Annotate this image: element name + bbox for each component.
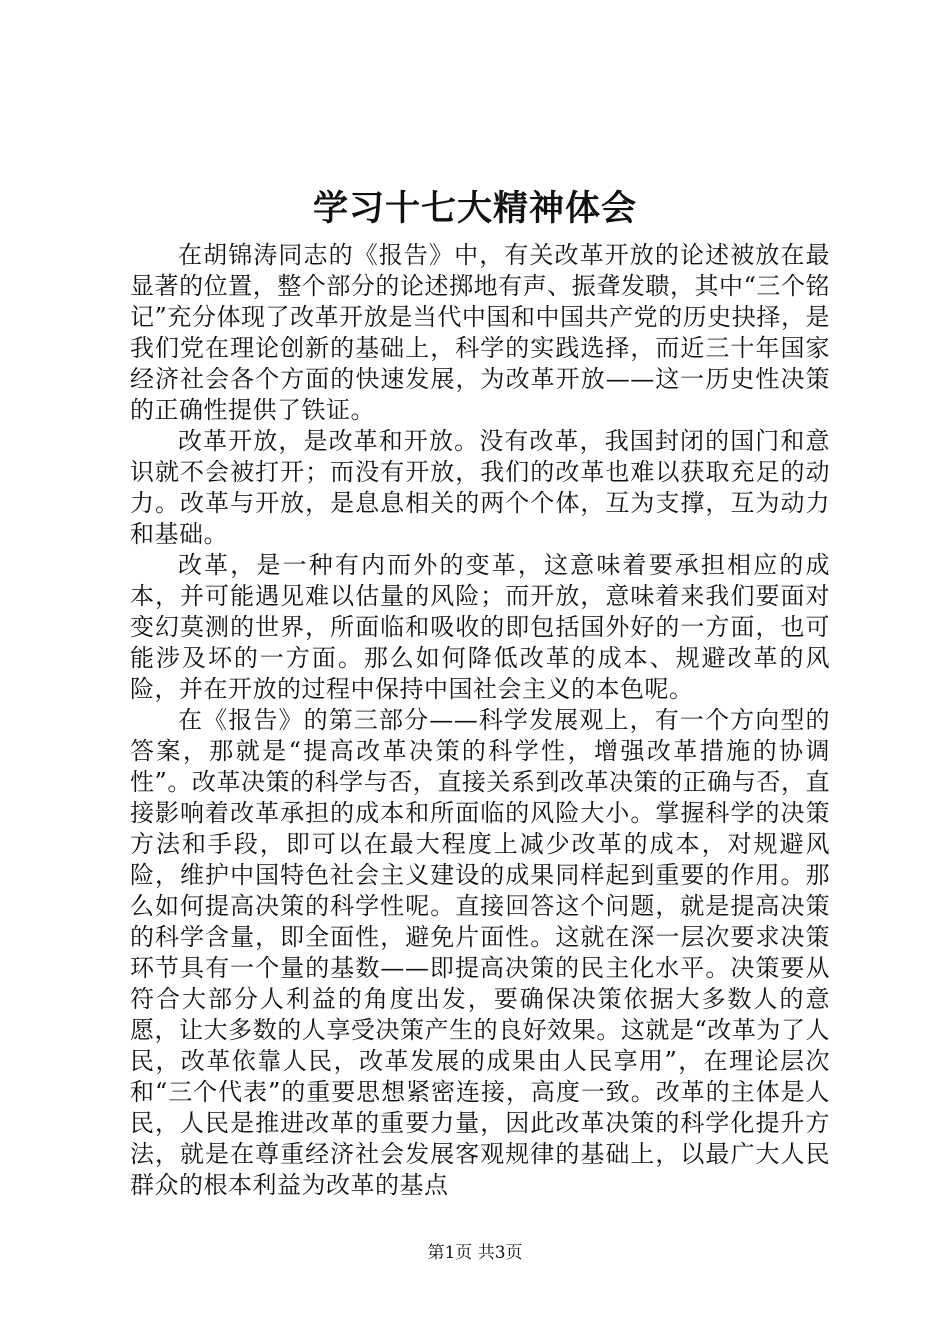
- document-title: 学习十七大精神体会: [312, 188, 637, 229]
- paragraph-4: 在《报告》的第三部分——科学发展观上，有一个方向型的答案，那就是“提高改革决策的科学性，增强改革措施的协调性”。改革决策的科学与否，直接关系到改革决策的正确与否，直接影响着改革承担的成本和所面临的风险大小。掌握科学的决策方法和手段，即可以在最大程度上减少改革的成本，对规避风险，维护中国特色社会主义建设的成果同样起到重要的作用。那么如何提高决策的科学性呢。直接回答这个问题，就是提高决策的科学含量，即全面性，避免片面性。这就在深一层次要求决策环节具有一个量的基数——即提高决策的民主化水平。决策要从符合大部分人利益的角度出发，要确保决策依据大多数人的意愿，让大多数的人享受决策产生的良好效果。这就是“改革为了人民，改革依靠人民，改革发展的成果由人民享用”，在理论层次和“三个代表”的重要思想紧密连接，高度一致。改革的主体是人民，人民是推进改革的重要力量，因此改革决策的科学化提升方法，就是在尊重经济社会发展客观规律的基础上，以最广大人民群众的根本利益为改革的基点: [130, 706, 830, 1199]
- document-body: [130, 240, 830, 1201]
- paragraph-2: 改革开放，是改革和开放。没有改革，我国封闭的国门和意识就不会被打开；而没有开放，我们的改革也难以获取充足的动力。改革与开放，是息息相关的两个个体，互为支撑，互为动力和基础。: [130, 427, 830, 548]
- page-number-footer: 第1页 共3页: [427, 1243, 523, 1263]
- paragraph-1: 在胡锦涛同志的《报告》中，有关改革开放的论述被放在最显著的位置，整个部分的论述掷地有声、振聋发聩，其中“三个铭记”充分体现了改革开放是当代中国和中国共产党的历史抉择，是我们党在理论创新的基础上，科学的实践选择，而近三十年国家经济社会各个方面的快速发展，为改革开放——这一历史性决策的正确性提供了铁证。: [130, 241, 830, 424]
- paragraph-3: 改革，是一种有内而外的变革，这意味着要承担相应的成本，并可能遇见难以估量的风险；而开放，意味着来我们要面对变幻莫测的世界，所面临和吸收的即包括国外好的一方面，也可能涉及坏的一方面。那么如何降低改革的成本、规避改革的风险，并在开放的过程中保持中国社会主义的本色呢。: [130, 551, 830, 703]
